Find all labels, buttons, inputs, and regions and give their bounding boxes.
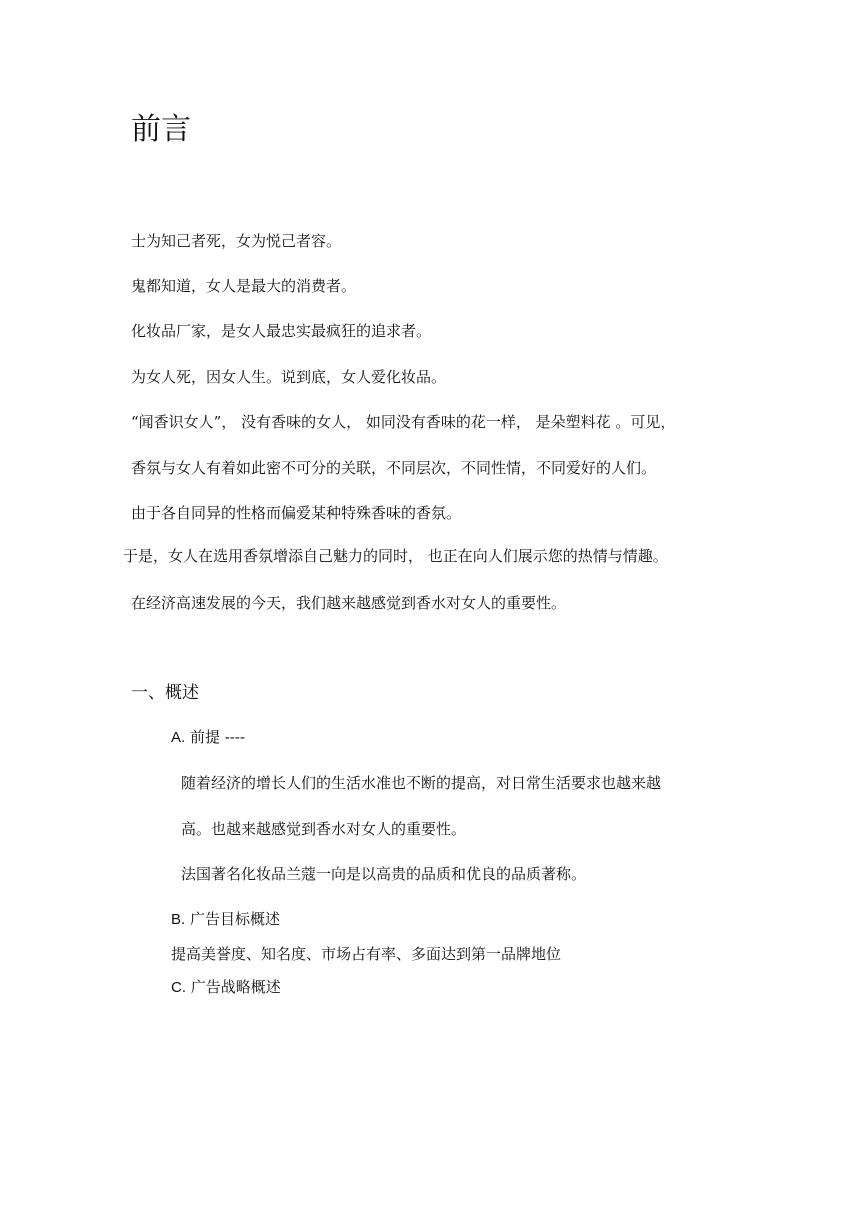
preface-line-9: 在经济高速发展的今天，我们越来越感觉到香水对女人的重要性。 [131,594,567,612]
subsection-a-label: 前提 ---- [189,728,246,746]
preface-line-2: 鬼都知道，女人是最大的消费者。 [131,277,357,295]
preface-line-3: 化妆品厂家，是女人最忠实最疯狂的追求者。 [131,322,432,340]
subsection-a-heading [171,730,245,745]
subsection-b-heading [171,912,280,927]
subsection-b-body: 提高美誉度、知名度、市场占有率、多面达到第一品牌地位 [171,945,562,963]
preface-line-7: 由于各自同异的性格而偏爱某种特殊香味的香氛。 [131,504,462,522]
subsection-a-marker: A. [171,729,186,746]
preface-line-4: 为女人死，因女人生。说到底，女人爱化妆品。 [131,368,447,386]
subsection-a-line-3: 法国著名化妆品兰蔻一向是以高贵的品质和优良的品质著称。 [181,865,587,883]
preface-line-1: 士为知己者死，女为悦己者容。 [131,232,342,250]
section-heading: 一、概述 [131,683,199,703]
preface-line-8: 于是，女人在选用香氛增添自己魅力的同时， 也正在向人们展示您的热情与情趣。 [123,547,668,565]
preface-line-5: “闻香识女人”， 没有香味的女人， 如同没有香味的花一样， 是朵塑料花 。可见， [131,413,676,431]
subsection-b-marker: B. [171,911,186,928]
subsection-a-line-2: 高。也越来越感觉到香水对女人的重要性。 [181,820,467,838]
subsection-b-label: 广告目标概述 [189,910,280,928]
page-title: 前言 [131,112,191,147]
subsection-c-marker: C. [171,979,186,996]
subsection-a-line-1: 随着经济的增长人们的生活水准也不断的提高，对日常生活要求也越来越 [181,774,662,792]
subsection-c-label: 广告战略概述 [190,978,281,996]
preface-line-6: 香氛与女人有着如此密不可分的关联，不同层次，不同性情，不同爱好的人们。 [131,459,657,477]
subsection-c-heading [171,980,281,995]
